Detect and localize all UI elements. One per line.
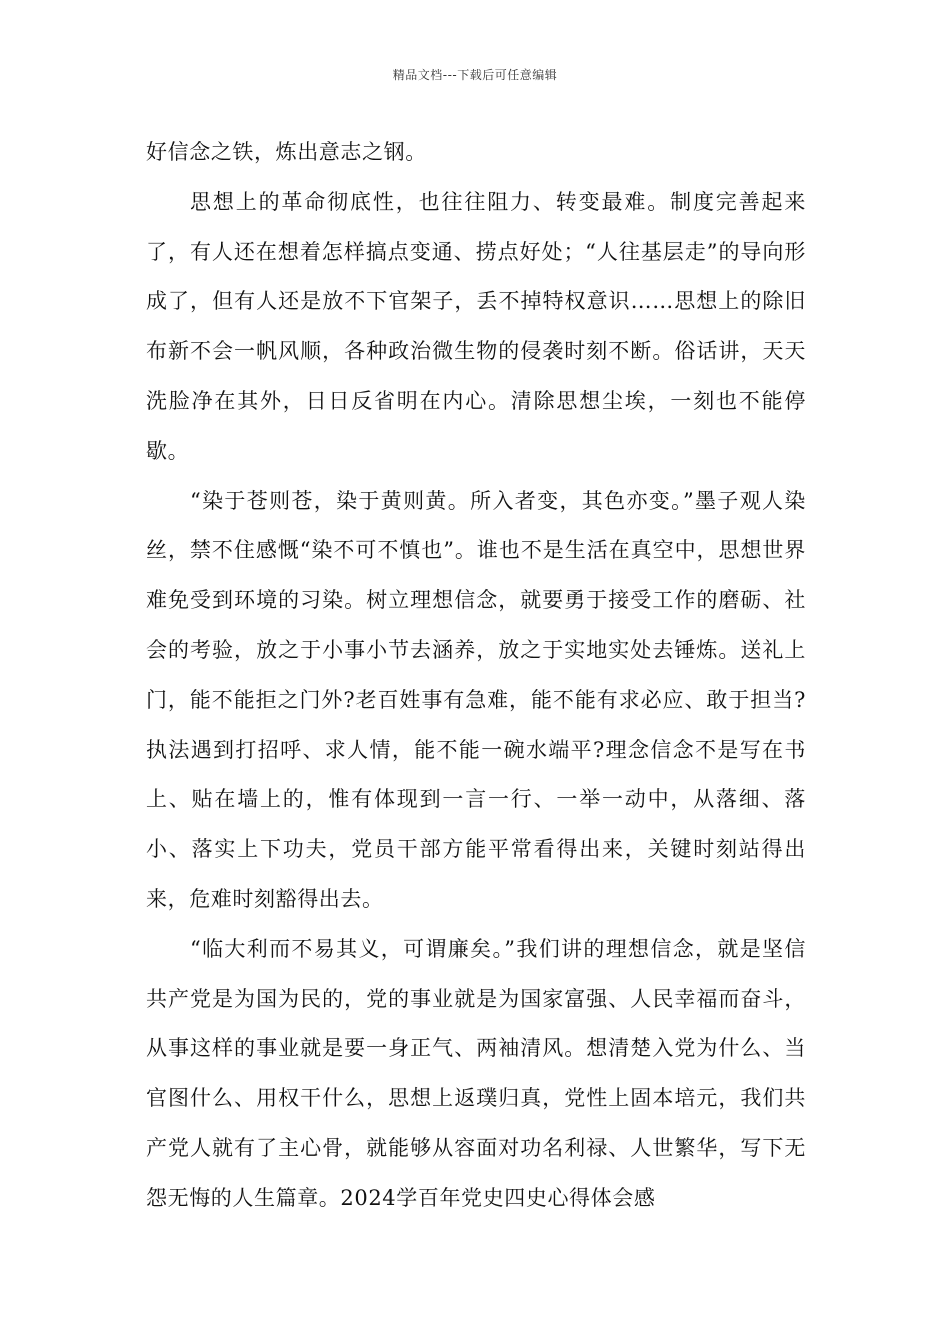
paragraph-thought-revolution: 思想上的革命彻底性，也往往阻力、转变最难。制度完善起来了，有人还在想着怎样搞点变通、捞点好处；“人往基层走”的导向形成了，但有人还是放不下官架子，丢不掉特权意识……思想上的除旧布新不会一帆风顺，各种政治微生物的侵袭时刻不断。俗话讲，天天洗脸净在其外，日日反省明在内心。清除思想尘埃，一刻也不能停歇。 xyxy=(146,189,806,463)
page-header: 精品文档---下载后可任意编辑 xyxy=(392,68,558,82)
paragraph-continuation: 好信念之铁，炼出意志之钢。 xyxy=(146,140,427,164)
paragraph-integrity: “临大利而不易其义，可谓廉矣。”我们讲的理想信念，就是坚信共产党是为国为民的，党的事业就是为国家富强、人民幸福而奋斗，从事这样的事业就是要一身正气、两袖清风。想清楚入党为什么、当官图什么、用权干什么，思想上返璞归真，党性上固本培元，我们共产党人就有了主心骨，就能够从容面对功名利禄、人世繁华，写下无怨无悔的人生篇章。2024学百年党史四史心得体会感 xyxy=(146,936,806,1210)
paragraph-mozi-dyeing: “染于苍则苍，染于黄则黄。所入者变，其色亦变。”墨子观人染丝，禁不住感慨“染不可不慎也”。谁也不是生活在真空中，思想世界难免受到环境的习染。树立理想信念，就要勇于接受工作的磨砺、社会的考验，放之于小事小节去涵养，放之于实地实处去锤炼。送礼上门，能不能拒之门外?老百姓事有急难，能不能有求必应、敢于担当?执法遇到打招呼、求人情，能不能一碗水端平?理念信念不是写在书上、贴在墙上的，惟有体现到一言一行、一举一动中，从落细、落小、落实上下功夫，党员干部方能平常看得出来，关键时刻站得出来，危难时刻豁得出去。 xyxy=(146,488,806,911)
document-body xyxy=(146,128,806,1224)
